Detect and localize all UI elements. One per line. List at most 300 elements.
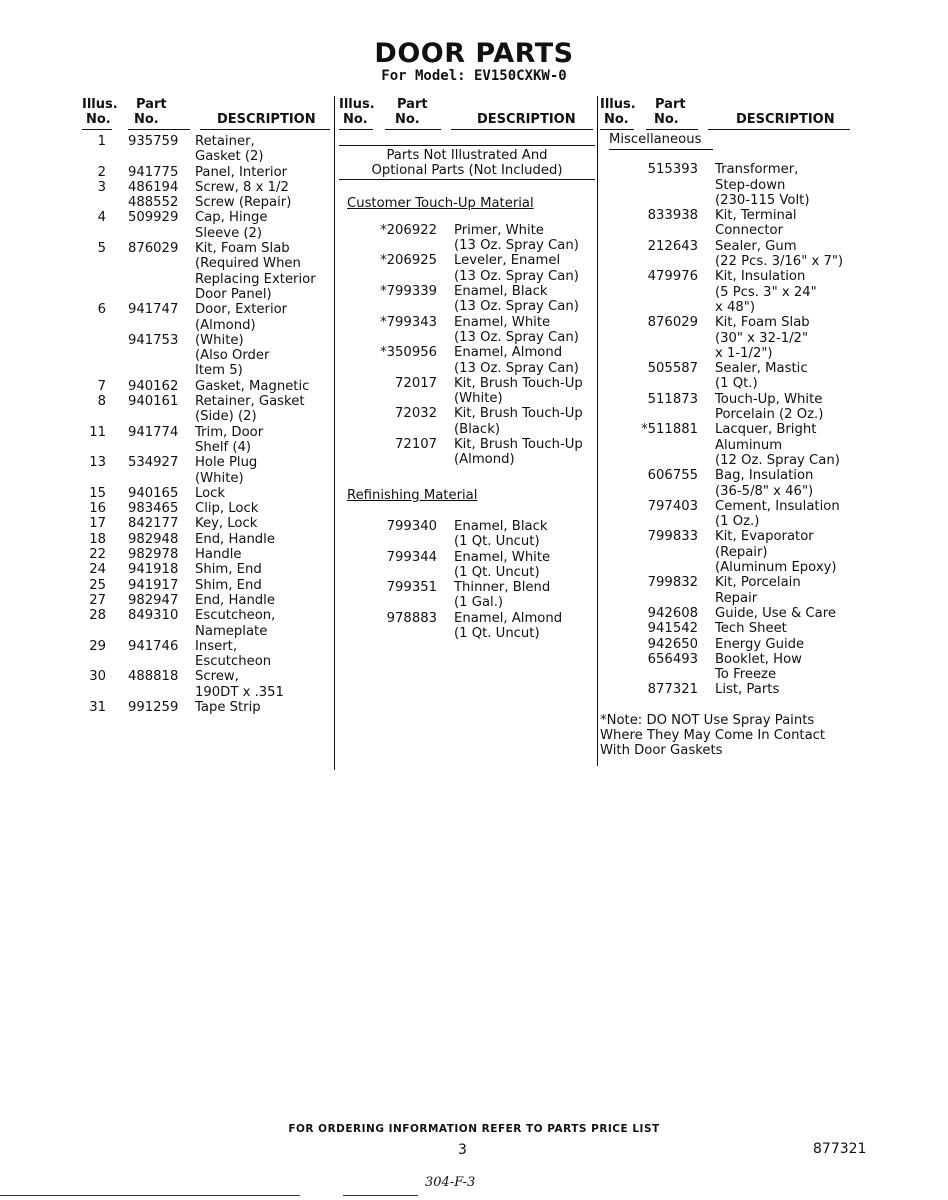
table-row — [600, 193, 856, 208]
part-description: Clip, Lock — [195, 501, 259, 517]
illus-number: 13 — [89, 455, 106, 471]
note-line: With Door Gaskets — [600, 743, 723, 759]
page-title: DOOR PARTS — [374, 38, 574, 69]
table-row — [339, 611, 595, 626]
illus-number: 4 — [97, 210, 106, 226]
table-row — [339, 284, 595, 299]
table-row — [82, 501, 332, 516]
table-row — [600, 239, 856, 254]
table-row — [82, 532, 332, 547]
part-description: Screw, — [195, 669, 239, 685]
part-description: Door, Exterior — [195, 302, 288, 318]
part-description: Shim, End — [195, 562, 262, 578]
part-description: (White) — [454, 391, 503, 407]
part-number: 941542 — [647, 621, 698, 637]
illus-number: 5 — [97, 241, 106, 257]
part-number: *799343 — [380, 314, 437, 330]
part-number: 534927 — [128, 455, 179, 471]
table-row — [339, 422, 595, 437]
table-row — [82, 363, 332, 378]
part-number: 509929 — [128, 210, 179, 226]
column-1-rows — [82, 134, 332, 715]
illus-number: 30 — [89, 669, 106, 685]
table-row — [339, 391, 595, 406]
table-row — [82, 562, 332, 577]
part-description: Kit, Foam Slab — [715, 315, 810, 331]
part-description: Gasket, Magnetic — [195, 378, 310, 394]
table-row — [600, 652, 856, 667]
illus-number: 7 — [97, 378, 106, 394]
table-row — [600, 223, 856, 238]
part-description: Enamel, Almond — [454, 610, 563, 626]
table-row — [339, 452, 595, 467]
note-rule-bottom — [339, 179, 595, 180]
part-description: Step-down — [715, 177, 786, 193]
part-description: Enamel, White — [454, 314, 551, 330]
table-row — [82, 547, 332, 562]
bottom-rule-left — [0, 1195, 300, 1196]
section-touch-up: Customer Touch-Up Material — [347, 195, 534, 211]
illus-number: 18 — [89, 531, 106, 547]
illus-number: 22 — [89, 547, 106, 563]
table-row — [339, 330, 595, 345]
part-description: Shim, End — [195, 577, 262, 593]
touch-up-rows — [339, 223, 595, 468]
part-description: Kit, Terminal — [715, 208, 797, 224]
part-description: Sealer, Mastic — [715, 361, 808, 377]
table-row — [339, 253, 595, 268]
part-description: Aluminum — [715, 437, 783, 453]
part-description: Kit, Brush Touch-Up — [454, 437, 583, 453]
part-number: 505587 — [647, 361, 698, 377]
table-row — [600, 407, 856, 422]
table-row — [82, 302, 332, 317]
part-description: Item 5) — [195, 363, 243, 379]
table-row — [600, 300, 856, 315]
illus-number: 2 — [97, 164, 106, 180]
illus-number: 31 — [89, 699, 106, 715]
table-row — [82, 180, 332, 195]
part-description: Lock — [195, 485, 226, 501]
table-row — [600, 514, 856, 529]
part-description: (1 Gal.) — [454, 595, 504, 611]
table-row — [82, 210, 332, 225]
part-number: 941917 — [128, 577, 179, 593]
table-row — [339, 238, 595, 253]
part-description: Trim, Door — [195, 424, 264, 440]
part-number: 842177 — [128, 516, 179, 532]
illus-number: 25 — [89, 577, 106, 593]
part-description: (13 Oz. Spray Can) — [454, 329, 579, 345]
part-description: (Black) — [454, 421, 500, 437]
header-part-no: No. — [134, 112, 159, 127]
part-description: x 48") — [715, 299, 755, 315]
bottom-rule-middle — [343, 1195, 418, 1196]
section-miscellaneous: Miscellaneous — [609, 132, 713, 150]
part-number: 799344 — [386, 549, 437, 565]
part-number: 486194 — [128, 179, 179, 195]
table-row — [600, 392, 856, 407]
part-description: Primer, White — [454, 222, 544, 238]
part-number: 799340 — [386, 518, 437, 534]
table-row — [82, 593, 332, 608]
part-description: Key, Lock — [195, 516, 258, 532]
illus-number: 24 — [89, 562, 106, 578]
part-number: 876029 — [128, 241, 179, 257]
part-number: 488818 — [128, 669, 179, 685]
part-description: (Also Order — [195, 348, 270, 364]
header-description: DESCRIPTION — [477, 112, 576, 127]
not-illustrated-note-1: Parts Not Illustrated And — [386, 148, 548, 163]
table-row — [600, 637, 856, 652]
table-row — [339, 299, 595, 314]
part-description: Insert, — [195, 638, 238, 654]
table-row — [82, 669, 332, 684]
part-description: (230-115 Volt) — [715, 192, 810, 208]
table-row — [339, 437, 595, 452]
table-row — [600, 621, 856, 636]
note-line: Where They May Come In Contact — [600, 727, 826, 743]
illus-number: 27 — [89, 592, 106, 608]
part-description: (13 Oz. Spray Can) — [454, 268, 579, 284]
part-number: 479976 — [647, 269, 698, 285]
refinishing-rows — [339, 519, 595, 641]
table-row — [339, 269, 595, 284]
table-row — [339, 626, 595, 641]
part-description: (Almond) — [454, 452, 515, 468]
illus-number: 3 — [97, 179, 106, 195]
part-description: Kit, Brush Touch-Up — [454, 406, 583, 422]
note-rule-top — [339, 145, 595, 146]
part-number: *206922 — [380, 222, 437, 238]
part-number: 511873 — [647, 391, 698, 407]
part-number: *206925 — [380, 253, 437, 269]
part-description: Porcelain (2 Oz.) — [715, 407, 824, 423]
table-row — [82, 348, 332, 363]
table-row — [600, 484, 856, 499]
part-description: Enamel, White — [454, 549, 551, 565]
part-description: Kit, Porcelain — [715, 575, 801, 591]
part-number: 941753 — [128, 332, 179, 348]
part-number: 991259 — [128, 699, 179, 715]
part-number: 978883 — [386, 610, 437, 626]
part-number: 72017 — [395, 375, 437, 391]
not-illustrated-note-2: Optional Parts (Not Included) — [371, 163, 563, 179]
document-number: 877321 — [813, 1141, 867, 1157]
part-description: (Almond) — [195, 317, 256, 333]
table-row — [339, 595, 595, 610]
part-description: Tape Strip — [195, 699, 261, 715]
table-row — [82, 195, 332, 210]
part-description: Leveler, Enamel — [454, 253, 561, 269]
column-3-header — [600, 96, 856, 130]
table-row — [82, 134, 332, 149]
divider-2 — [597, 96, 598, 766]
table-row — [82, 287, 332, 302]
part-description: (12 Oz. Spray Can) — [715, 452, 840, 468]
part-description: Energy Guide — [715, 636, 805, 652]
part-description: Connector — [715, 223, 784, 239]
part-number: 941746 — [128, 638, 179, 654]
part-description: End, Handle — [195, 531, 275, 547]
part-number: 799351 — [386, 580, 437, 596]
header-description: DESCRIPTION — [217, 112, 316, 127]
part-description: Handle — [195, 547, 242, 563]
part-description: Hole Plug — [195, 455, 258, 471]
part-description: (5 Pcs. 3" x 24" — [715, 284, 817, 300]
header-illus: Illus. — [82, 97, 118, 112]
table-row — [600, 254, 856, 269]
part-number: 935759 — [128, 134, 179, 149]
divider-1 — [334, 96, 335, 770]
part-number: 940165 — [128, 485, 179, 501]
illus-number: 1 — [97, 134, 106, 149]
part-description: Kit, Foam Slab — [195, 241, 290, 257]
part-description: Escutcheon — [195, 654, 272, 670]
spray-paint-note — [600, 713, 856, 759]
part-description: Retainer, — [195, 134, 255, 149]
column-3 — [600, 96, 856, 759]
part-description: Shelf (4) — [195, 439, 252, 455]
table-row — [600, 545, 856, 560]
part-number: 799833 — [647, 529, 698, 545]
part-description: Touch-Up, White — [715, 391, 823, 407]
part-description: List, Parts — [715, 682, 780, 698]
part-description: (White) — [195, 332, 244, 348]
table-row — [339, 223, 595, 238]
table-row — [82, 272, 332, 287]
part-description: To Freeze — [715, 667, 777, 683]
table-row — [600, 529, 856, 544]
part-description: 190DT x .351 — [195, 684, 284, 700]
part-number: 941918 — [128, 562, 179, 578]
header-illus: Illus. — [600, 97, 636, 112]
part-description: (30" x 32-1/2" — [715, 330, 809, 346]
header-part-no: No. — [395, 112, 420, 127]
table-row — [339, 361, 595, 376]
part-number: 942650 — [647, 636, 698, 652]
part-number: 982948 — [128, 531, 179, 547]
part-description: Replacing Exterior — [195, 271, 316, 287]
part-number: 799832 — [647, 575, 698, 591]
table-row — [600, 591, 856, 606]
part-number: 833938 — [647, 208, 698, 224]
table-row — [82, 700, 332, 715]
table-row — [600, 468, 856, 483]
table-row — [600, 315, 856, 330]
header-part: Part — [136, 97, 167, 112]
part-description: Kit, Evaporator — [715, 529, 814, 545]
table-row — [82, 486, 332, 501]
part-number: 849310 — [128, 608, 179, 624]
part-description: Tech Sheet — [715, 621, 787, 637]
ordering-footer: FOR ORDERING INFORMATION REFER TO PARTS PRICE LIST — [288, 1123, 660, 1135]
table-row — [339, 580, 595, 595]
part-description: Enamel, Almond — [454, 345, 563, 361]
part-number: *799339 — [380, 284, 437, 300]
part-description: (1 Qt. Uncut) — [454, 534, 540, 550]
table-row — [82, 608, 332, 623]
part-number: 982978 — [128, 547, 179, 563]
part-number: 656493 — [647, 651, 698, 667]
section-refinishing: Refinishing Material — [347, 487, 478, 503]
illus-number: 11 — [89, 424, 106, 440]
table-row — [339, 519, 595, 534]
part-description: Screw, 8 x 1/2 — [195, 179, 289, 195]
table-row — [82, 409, 332, 424]
part-description: Panel, Interior — [195, 164, 288, 180]
part-description: (1 Oz.) — [715, 514, 760, 530]
table-row — [600, 438, 856, 453]
illus-number: 29 — [89, 638, 106, 654]
table-row — [339, 550, 595, 565]
part-number: 876029 — [647, 315, 698, 331]
part-description: Nameplate — [195, 623, 268, 639]
table-row — [82, 333, 332, 348]
miscellaneous-rows — [600, 162, 856, 697]
part-description: Bag, Insulation — [715, 468, 814, 484]
part-description: (White) — [195, 470, 244, 486]
table-row — [82, 241, 332, 256]
table-row — [600, 346, 856, 361]
illus-number: 15 — [89, 485, 106, 501]
part-description: Gasket (2) — [195, 149, 264, 165]
part-number: 877321 — [647, 682, 698, 698]
part-description: Retainer, Gasket — [195, 394, 305, 410]
illus-number: 16 — [89, 501, 106, 517]
part-description: End, Handle — [195, 592, 275, 608]
table-row — [600, 376, 856, 391]
handwritten-code: 304-F-3 — [425, 1175, 476, 1190]
part-number: 940162 — [128, 378, 179, 394]
part-number: 982947 — [128, 592, 179, 608]
table-row — [600, 178, 856, 193]
table-row — [82, 455, 332, 470]
part-description: Kit, Brush Touch-Up — [454, 375, 583, 391]
illus-number: 8 — [97, 394, 106, 410]
part-number: *350956 — [380, 345, 437, 361]
table-row — [600, 682, 856, 697]
column-2 — [339, 96, 595, 641]
part-number: 942608 — [647, 605, 698, 621]
table-row — [339, 345, 595, 360]
table-row — [600, 575, 856, 590]
part-number: 72032 — [395, 406, 437, 422]
table-row — [339, 565, 595, 580]
table-row — [82, 624, 332, 639]
part-description: (13 Oz. Spray Can) — [454, 238, 579, 254]
model-subtitle: For Model: EV150CXKW-0 — [381, 68, 567, 84]
table-row — [82, 165, 332, 180]
note-line: *Note: DO NOT Use Spray Paints — [600, 712, 815, 728]
part-description: Kit, Insulation — [715, 269, 806, 285]
part-description: Lacquer, Bright — [715, 422, 817, 438]
part-description: (1 Qt. Uncut) — [454, 564, 540, 580]
part-description: Booklet, How — [715, 651, 802, 667]
part-description: Transformer, — [715, 162, 799, 178]
column-2-header — [339, 96, 595, 130]
part-number: 941774 — [128, 424, 179, 440]
part-description: (Repair) — [715, 544, 768, 560]
part-description: Enamel, Black — [454, 518, 548, 534]
part-description: (13 Oz. Spray Can) — [454, 299, 579, 315]
table-row — [82, 578, 332, 593]
table-row — [82, 639, 332, 654]
part-description: Guide, Use & Care — [715, 605, 836, 621]
table-row — [600, 499, 856, 514]
part-description: Door Panel) — [195, 286, 272, 302]
table-row — [600, 361, 856, 376]
header-illus: Illus. — [339, 97, 375, 112]
part-number: 488552 — [128, 195, 179, 211]
part-description: (36-5/8" x 46") — [715, 483, 814, 499]
table-row — [82, 149, 332, 164]
part-description: (Aluminum Epoxy) — [715, 560, 837, 576]
table-row — [600, 162, 856, 177]
part-number: 606755 — [647, 468, 698, 484]
table-row — [600, 269, 856, 284]
table-row — [339, 406, 595, 421]
table-row — [339, 376, 595, 391]
part-number: 983465 — [128, 501, 179, 517]
table-row — [600, 422, 856, 437]
part-description: (13 Oz. Spray Can) — [454, 360, 579, 376]
part-description: Sleeve (2) — [195, 225, 263, 241]
header-illus-no: No. — [86, 112, 111, 127]
part-description: x 1-1/2") — [715, 345, 773, 361]
table-row — [600, 331, 856, 346]
table-row — [82, 471, 332, 486]
table-row — [600, 208, 856, 223]
part-description: Escutcheon, — [195, 608, 276, 624]
header-illus-no: No. — [604, 112, 629, 127]
table-row — [82, 425, 332, 440]
table-row — [82, 685, 332, 700]
table-row — [82, 654, 332, 669]
table-row — [600, 453, 856, 468]
part-description: (1 Qt. Uncut) — [454, 626, 540, 642]
part-number: 941775 — [128, 164, 179, 180]
table-row — [82, 379, 332, 394]
table-row — [600, 606, 856, 621]
part-description: Sealer, Gum — [715, 238, 797, 254]
part-number: 940161 — [128, 394, 179, 410]
part-description: Enamel, Black — [454, 284, 548, 300]
table-row — [82, 394, 332, 409]
part-description: Screw (Repair) — [195, 195, 292, 211]
part-number: *511881 — [641, 422, 698, 438]
part-description: (22 Pcs. 3/16" x 7") — [715, 254, 844, 270]
table-row — [339, 315, 595, 330]
page-number: 3 — [458, 1142, 467, 1158]
part-description: Cap, Hinge — [195, 210, 268, 226]
table-row — [82, 256, 332, 271]
part-description: Thinner, Blend — [454, 580, 551, 596]
part-description: (1 Qt.) — [715, 376, 758, 392]
part-description: Cement, Insulation — [715, 498, 840, 514]
part-number: 72107 — [395, 437, 437, 453]
part-description: Repair — [715, 590, 758, 606]
table-row — [82, 440, 332, 455]
header-part-no: No. — [654, 112, 679, 127]
table-row — [600, 667, 856, 682]
table-row — [82, 318, 332, 333]
table-row — [600, 285, 856, 300]
header-part: Part — [655, 97, 686, 112]
header-description: DESCRIPTION — [736, 112, 835, 127]
table-row — [82, 516, 332, 531]
part-number: 941747 — [128, 302, 179, 318]
